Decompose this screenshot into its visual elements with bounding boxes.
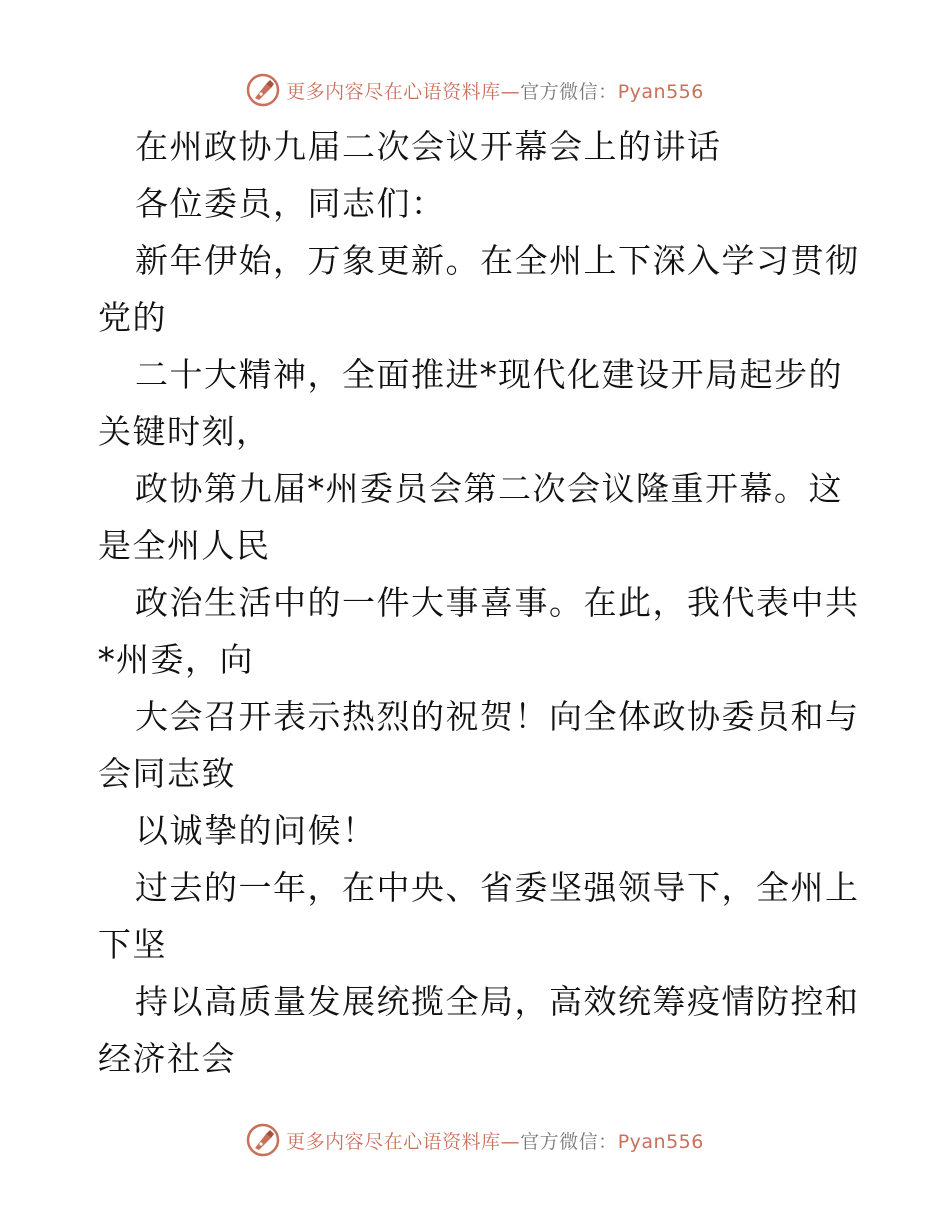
text-line: 会同志致 (98, 754, 236, 793)
footer-watermark (0, 1120, 950, 1160)
text-line: 新年伊始，万象更新。在全州上下深入学习贯彻 (135, 241, 860, 280)
watermark-text (286, 77, 704, 104)
watermark-dash: — (500, 80, 521, 103)
text-line: 经济社会 (98, 1039, 236, 1078)
watermark-text (286, 1127, 704, 1154)
pen-nib-logo-icon (246, 73, 280, 107)
text-line: 过去的一年，在中央、省委坚强领导下，全州上 (135, 868, 860, 907)
watermark-wechat-label: 官方微信： (520, 80, 618, 103)
watermark-wechat-label: 官方微信： (520, 1130, 618, 1153)
text-line: *州委，向 (98, 640, 254, 679)
text-line: 党的 (98, 298, 167, 337)
text-line: 以诚挚的问候！ (135, 811, 377, 850)
text-line: 政协第九届*州委员会第二次会议隆重开幕。这 (135, 469, 843, 508)
header-watermark (0, 70, 950, 110)
text-line: 大会召开表示热烈的祝贺！向全体政协委员和与 (135, 697, 860, 736)
text-line: 二十大精神，全面推进*现代化建设开局起步的 (135, 355, 843, 394)
text-line: 关键时刻， (98, 412, 271, 451)
text-line: 下坚 (98, 925, 167, 964)
text-line: 各位委员，同志们： (135, 184, 446, 223)
watermark-handle: Pyan556 (617, 80, 704, 103)
watermark-handle: Pyan556 (617, 1130, 704, 1153)
text-line: 政治生活中的一件大事喜事。在此，我代表中共 (135, 583, 860, 622)
pen-nib-logo-icon (246, 1123, 280, 1157)
watermark-main: 更多内容尽在心语资料库 (286, 1130, 501, 1153)
text-line: 在州政协九届二次会议开幕会上的讲话 (135, 127, 722, 166)
watermark-dash: — (500, 1130, 521, 1153)
text-line: 是全州人民 (98, 526, 271, 565)
watermark-main: 更多内容尽在心语资料库 (286, 80, 501, 103)
document-body (98, 118, 858, 1087)
text-line: 持以高质量发展统揽全局，高效统筹疫情防控和 (135, 982, 860, 1021)
